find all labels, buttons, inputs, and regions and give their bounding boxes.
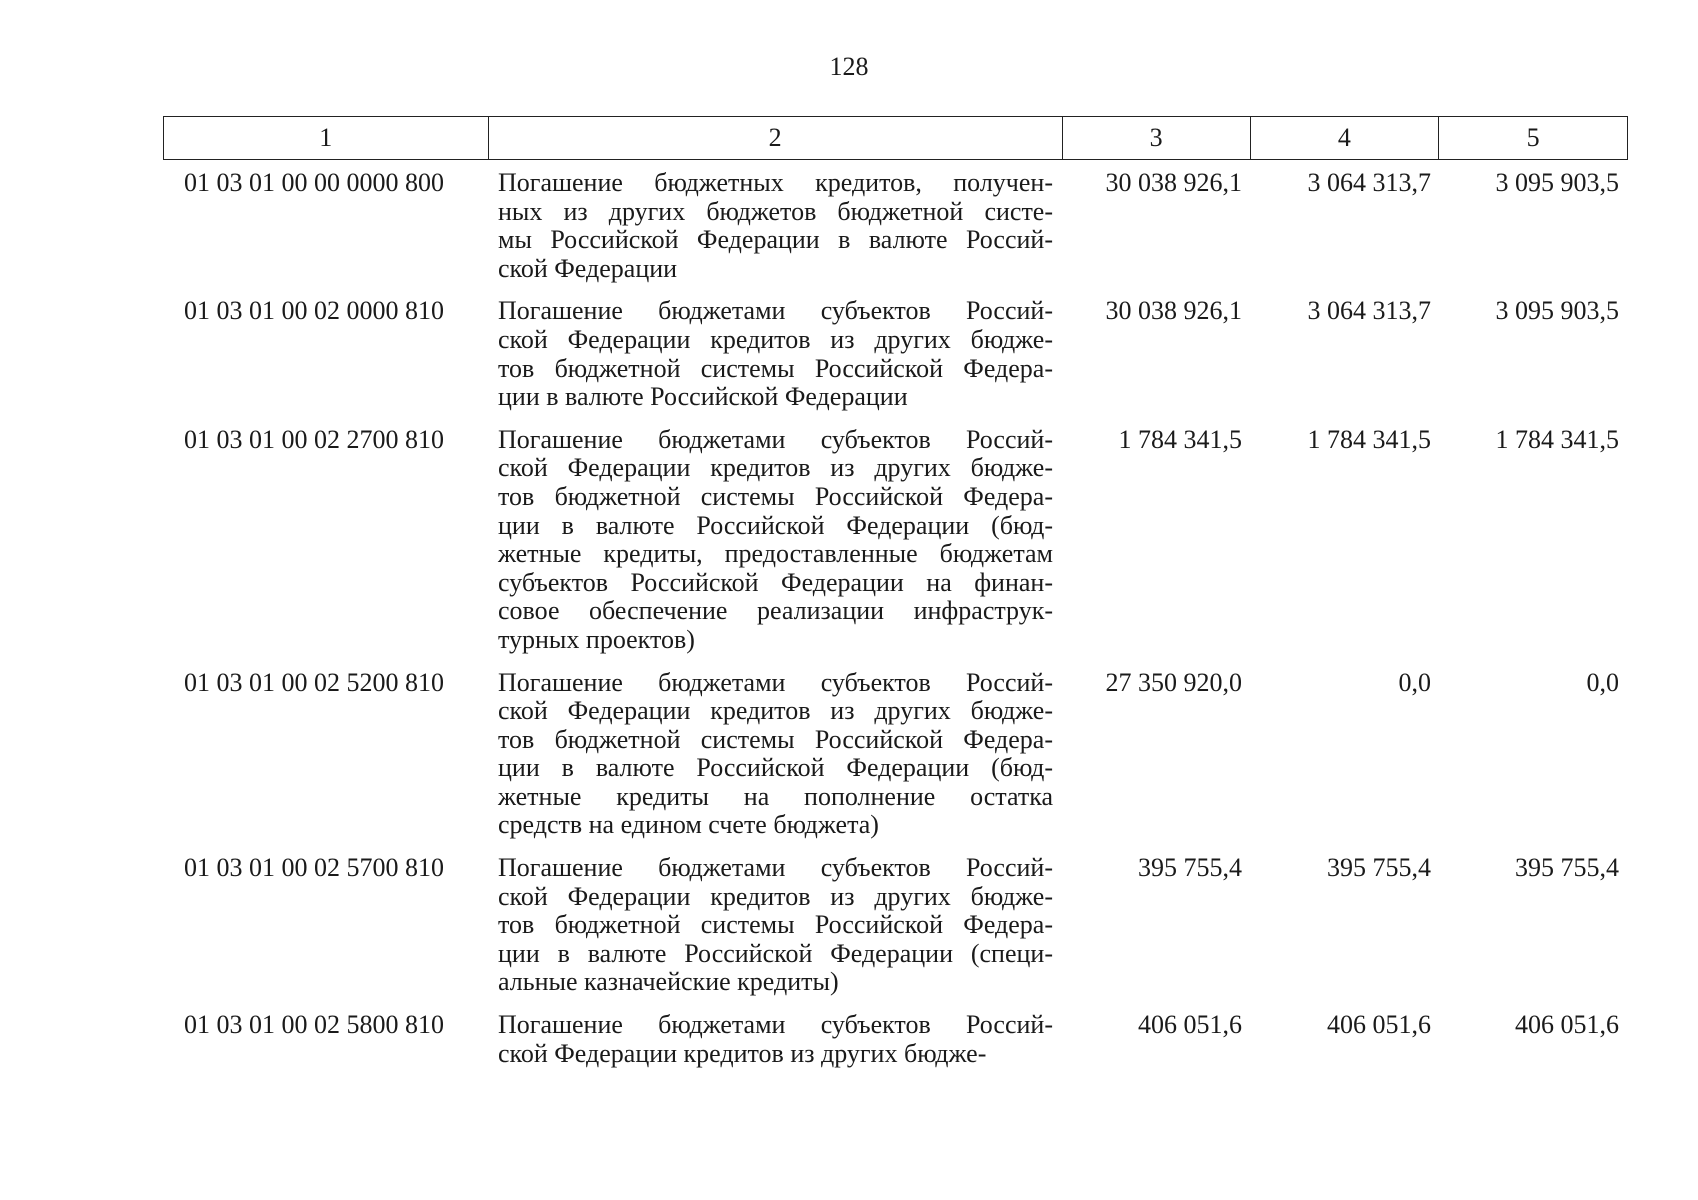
- description-line: ции в валюте Российской Федерации (специ-: [498, 938, 1053, 968]
- header-col-3: 3: [1063, 117, 1251, 159]
- row-description: [488, 1009, 1063, 1068]
- description-line: Погашение бюджетами субъектов Россий-: [498, 1010, 1053, 1040]
- description-line: Погашение бюджетами субъектов Россий-: [498, 667, 1053, 697]
- row-value-col-5: 406 051,6: [1515, 1010, 1619, 1040]
- table-row: [163, 295, 1628, 423]
- description-line: турных проектов): [498, 624, 695, 654]
- row-value-col-5: 395 755,4: [1515, 853, 1619, 883]
- description-line: жетные кредиты, предоставленные бюджетам: [498, 539, 1053, 569]
- header-col-1: 1: [164, 117, 489, 159]
- row-value-col-3: 27 350 920,0: [1105, 667, 1242, 697]
- description-line: ской Федерации кредитов из других бюдже-: [498, 881, 1053, 911]
- budget-table: [163, 116, 1628, 1080]
- row-code: 01 03 01 00 02 5200 810: [184, 667, 444, 697]
- table-header-row: [163, 116, 1628, 160]
- row-value-col-4: 3 064 313,7: [1307, 168, 1431, 197]
- description-line: ской Федерации кредитов из других бюдже-: [498, 324, 1053, 354]
- description-line: Погашение бюджетами субъектов Россий-: [498, 853, 1053, 883]
- description-line: совое обеспечение реализации инфраструк-: [498, 596, 1053, 626]
- row-description: [488, 852, 1063, 997]
- description-line: ской Федерации кредитов из других бюдже-: [498, 453, 1053, 483]
- description-line: альные казначейские кредиты): [498, 967, 839, 997]
- header-col-2: 2: [489, 117, 1063, 159]
- table-row: [163, 852, 1628, 1009]
- row-code: 01 03 01 00 02 0000 810: [184, 296, 444, 326]
- table-body: [163, 160, 1628, 1080]
- description-line: ных из других бюджетов бюджетной систе-: [498, 196, 1053, 226]
- table-row: [163, 167, 1628, 295]
- description-line: ской Федерации: [498, 253, 678, 283]
- row-value-col-4: 395 755,4: [1327, 853, 1431, 883]
- row-description: [488, 424, 1063, 655]
- description-line: ции в валюте Российской Федерации: [498, 382, 908, 412]
- header-col-4: 4: [1251, 117, 1440, 159]
- row-value-col-3: 406 051,6: [1138, 1010, 1242, 1040]
- table-row: [163, 1009, 1628, 1080]
- description-line: тов бюджетной системы Российской Федера-: [498, 481, 1053, 511]
- row-value-col-4: 406 051,6: [1327, 1010, 1431, 1040]
- row-value-col-3: 30 038 926,1: [1105, 168, 1242, 197]
- description-line: тов бюджетной системы Российской Федера-: [498, 910, 1053, 940]
- description-line: средств на едином счете бюджета): [498, 810, 879, 840]
- row-value-col-3: 395 755,4: [1138, 853, 1242, 883]
- description-line: ции в валюте Российской Федерации (бюд-: [498, 753, 1053, 783]
- row-code: 01 03 01 00 02 2700 810: [184, 424, 444, 454]
- row-value-col-4: 0,0: [1398, 667, 1431, 697]
- row-description: [488, 167, 1063, 283]
- description-line: тов бюджетной системы Российской Федера-: [498, 724, 1053, 754]
- row-description: [488, 295, 1063, 411]
- description-line: ской Федерации кредитов из других бюдже-: [498, 1038, 987, 1068]
- description-line: тов бюджетной системы Российской Федера-: [498, 353, 1053, 383]
- table-row: [163, 667, 1628, 853]
- row-value-col-4: 3 064 313,7: [1307, 296, 1431, 326]
- row-code: 01 03 01 00 02 5800 810: [184, 1010, 444, 1040]
- description-line: субъектов Российской Федерации на финан-: [498, 567, 1053, 597]
- description-line: Погашение бюджетами субъектов Россий-: [498, 296, 1053, 326]
- page-number: 128: [829, 52, 869, 81]
- row-description: [488, 667, 1063, 841]
- row-value-col-4: 1 784 341,5: [1307, 424, 1431, 454]
- row-value-col-3: 1 784 341,5: [1118, 424, 1242, 454]
- description-line: мы Российской Федерации в валюте Россий-: [498, 225, 1053, 255]
- description-line: Погашение бюджетных кредитов, получен-: [498, 168, 1053, 197]
- description-line: ции в валюте Российской Федерации (бюд-: [498, 510, 1053, 540]
- row-value-col-5: 3 095 903,5: [1495, 168, 1619, 197]
- table-row: [163, 424, 1628, 667]
- header-col-5: 5: [1526, 122, 1540, 152]
- row-value-col-3: 30 038 926,1: [1105, 296, 1242, 326]
- description-line: Погашение бюджетами субъектов Россий-: [498, 424, 1053, 454]
- row-code: 01 03 01 00 00 0000 800: [184, 168, 444, 197]
- row-code: 01 03 01 00 02 5700 810: [184, 853, 444, 883]
- row-value-col-5: 0,0: [1586, 667, 1619, 697]
- row-value-col-5: 1 784 341,5: [1495, 424, 1619, 454]
- row-value-col-5: 3 095 903,5: [1495, 296, 1619, 326]
- description-line: ской Федерации кредитов из других бюдже-: [498, 696, 1053, 726]
- description-line: жетные кредиты на пополнение остатка: [498, 781, 1053, 811]
